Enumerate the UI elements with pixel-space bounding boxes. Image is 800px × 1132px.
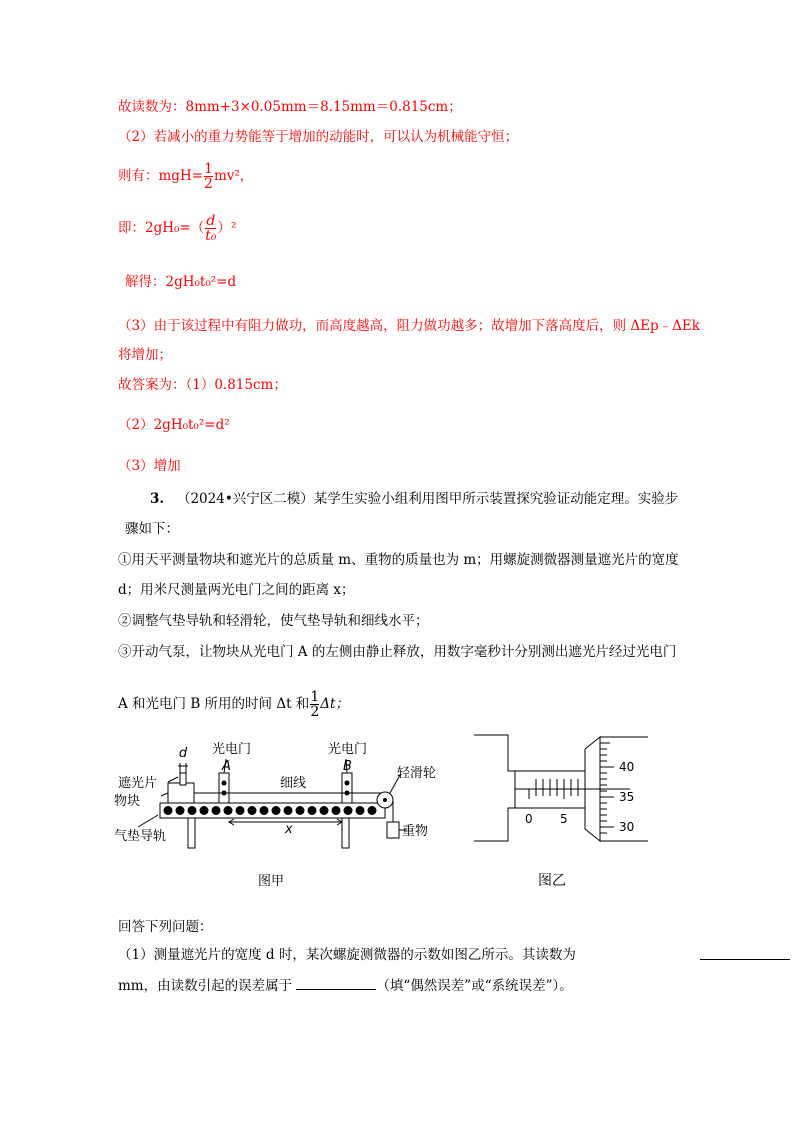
label-gate-b: 光电门: [328, 742, 368, 757]
label-a: A: [222, 759, 231, 774]
photogate-b: [342, 773, 352, 803]
sleeve-label-0: 0: [525, 812, 533, 826]
label-b: B: [343, 759, 352, 774]
sub-question-1: （1）测量遮光片的宽度 d 时，某次螺旋测微器的示数如图乙所示。其读数为: [118, 946, 790, 964]
label-weight: 重物: [402, 824, 429, 839]
answer-line-solution: 解得：2gH₀t₀²=d: [125, 274, 237, 290]
caption-yi: 图乙: [538, 873, 566, 889]
figure-yi: [470, 733, 650, 893]
question-intro-cont: 骤如下：: [125, 521, 179, 537]
track-support-left: [188, 818, 195, 848]
step-1: ①用天平测量物块和遮光片的总质量 m、重物的质量也为 m；用螺旋测微器测量遮光片的宽度: [118, 552, 679, 568]
thimble-label-40: 40: [619, 760, 635, 774]
label-pulley: 轻滑轮: [397, 766, 437, 781]
label-string: 细线: [280, 776, 307, 791]
label-block: 物块: [114, 794, 141, 809]
slider-block: [168, 783, 194, 803]
answer-blank-error-type[interactable]: [296, 976, 376, 990]
track-support-right: [342, 818, 349, 848]
answer-line-3-cont: 将增加；: [118, 347, 172, 363]
answer-line-energy-eq: 则有：mgH= $\frac{1}{2}$ mv²，: [118, 161, 254, 192]
shading-plate: [180, 773, 186, 785]
label-track: 气垫导轨: [114, 829, 167, 844]
step-3-cont: A 和光电门 B 所用的时间 Δt 和 $\frac{1}{2}$ Δt；: [118, 689, 349, 720]
step-3: ③开动气泵，让物块从光电门 A 的左侧由静止释放，用数字毫秒计分别测出遮光片经过光电门: [118, 644, 677, 660]
caption-jia: 图甲: [258, 874, 285, 889]
label-shade: 遮光片: [118, 776, 158, 791]
label-d: d: [178, 746, 188, 761]
answer-line-reading: 故读数为：8mm+3×0.05mm＝8.15mm＝0.815cm；: [118, 99, 462, 115]
answer-final-3: （3）增加: [118, 458, 181, 474]
question-header: 3. （2024•兴宁区二模）某学生实验小组利用图甲所示装置探究验证动能定理。实验步: [150, 491, 679, 507]
thimble-label-35: 35: [619, 790, 635, 804]
step-1-cont: d；用米尺测量两光电门之间的距离 x；: [118, 582, 355, 598]
photogate-a: [219, 773, 229, 803]
label-gate-a: 光电门: [212, 742, 252, 757]
answer-line-2: （2）若减小的重力势能等于增加的动能时，可以认为机械能守恒；: [118, 129, 519, 145]
answer-line-velocity-eq: 即：2gH₀=（ $\frac{d}{\text{t₀}}$ ）²: [118, 213, 237, 244]
sleeve-label-5: 5: [560, 812, 568, 826]
label-x: x: [285, 822, 293, 837]
answer-final-2: （2）2gH₀t₀²=d²: [118, 417, 230, 433]
sub-question-1-cont: mm，由读数引起的误差属于 （填“偶然误差”或“系统误差”）。: [118, 978, 573, 994]
figure-jia: [110, 735, 440, 890]
answer-intro: 回答下列问题：: [118, 919, 213, 935]
answer-line-3: （3）由于该过程中有阻力做功，而高度越高，阻力做功越多；故增加下落高度后，则 ΔEp﹣ΔEk: [118, 318, 700, 334]
hanging-weight: [387, 822, 399, 838]
thimble-label-30: 30: [619, 820, 635, 834]
answer-blank-reading[interactable]: [700, 946, 790, 960]
step-2: ②调整气垫导轨和轻滑轮，使气垫导轨和细线水平；: [118, 613, 429, 629]
answer-final-1: 故答案为：（1）0.815cm；: [118, 377, 287, 393]
